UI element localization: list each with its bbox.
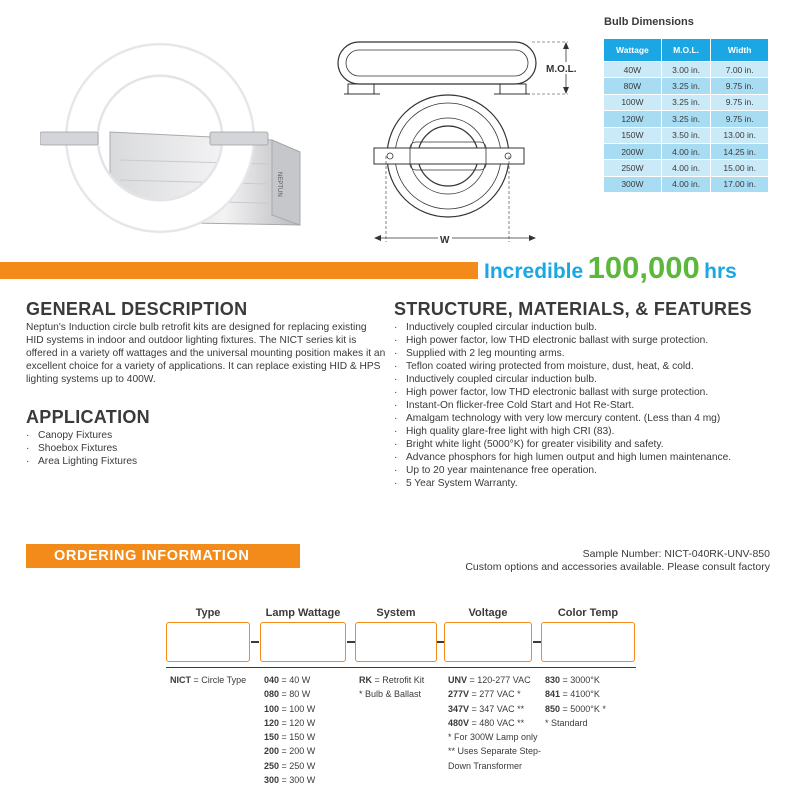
voltage-options [448,673,541,773]
cell-width: 9.75 in. [711,111,769,127]
ordering-information-title: ORDERING INFORMATION [26,544,300,568]
cell-width: 9.75 in. [711,94,769,110]
option-description: * Standard [545,717,588,728]
separator-dash [347,641,355,643]
application-list [26,429,137,468]
column-header-lamp-wattage: Lamp Wattage [265,607,341,619]
cell-mol: 3.25 in. [661,78,711,94]
cell-width: 15.00 in. [711,160,769,176]
tagline-unit: hrs [704,260,737,283]
option-description: = 300 W [279,775,316,786]
cell-wattage: 100W [604,94,662,110]
list-item: · High power factor, low THD electronic ballast with surge protection. [394,386,794,399]
table-row [604,127,769,143]
cell-wattage: 250W [604,160,662,176]
list-item: · Inductively coupled circular induction bulb. [394,321,794,334]
cell-wattage: 120W [604,111,662,127]
option-line [264,716,315,730]
type-options [170,673,246,687]
list-item: · High power factor, low THD electronic ballast with surge protection. [394,334,794,347]
option-description: = 347 VAC ** [469,703,525,714]
option-line [545,716,606,730]
option-line [264,744,315,758]
table-row [604,94,769,110]
features-list [394,321,794,490]
cell-mol: 3.25 in. [661,94,711,110]
option-code: 080 [264,689,280,700]
option-description: = 200 W [279,746,316,757]
option-code: 850 [545,703,561,714]
option-line [359,673,424,687]
tagline [484,250,737,286]
mol-dimension [532,42,578,94]
cell-mol: 4.00 in. [661,160,711,176]
option-line [448,673,541,687]
option-code: RK [359,675,372,685]
cell-width: 7.00 in. [711,62,769,78]
list-item: · Advance phosphors for high lumen output and high lumen maintenance. [394,451,794,464]
option-code: 250 [264,760,280,771]
cell-wattage: 150W [604,127,662,143]
bulb-dimensions-title: Bulb Dimensions [604,16,694,28]
option-description: * For 300W Lamp only [448,732,538,743]
option-description: = 5000°K * [560,703,606,714]
orange-divider-band [0,262,478,279]
list-item: · High quality glare-free light with high CRI (83). [394,425,794,438]
option-description: = 3000°K [560,675,600,685]
options-divider [166,667,636,668]
option-description: = 250 W [279,760,316,771]
option-line [359,687,424,701]
option-description: = 40 W [279,675,311,685]
option-line [264,702,315,716]
top-view-drawing [360,92,550,254]
list-item: · Canopy Fixtures [26,429,137,442]
list-item: · Teflon coated wiring protected from moisture, dust, heat, & cold. [394,360,794,373]
product-photo [40,40,310,250]
system-code-box[interactable] [355,622,437,662]
general-description-title: GENERAL DESCRIPTION [26,299,248,319]
column-header-color-temp: Color Temp [557,607,619,619]
separator-dash [533,641,541,643]
list-item: · Supplied with 2 leg mounting arms. [394,347,794,360]
option-description: = 120-277 VAC [467,675,531,685]
option-line [264,673,315,687]
cell-wattage: 40W [604,62,662,78]
option-line [264,759,315,773]
list-item: · Instant-On flicker-free Cold Start and Hot Re-Start. [394,399,794,412]
header-mol: M.O.L. [661,39,711,62]
tagline-word: Incredible [484,260,584,283]
lamp-wattage-code-box[interactable] [260,622,346,662]
lamp-wattage-options [264,673,315,787]
option-line [448,716,541,730]
option-code: 841 [545,689,561,700]
color-temp-code-box[interactable] [541,622,635,662]
option-code: 200 [264,746,280,757]
general-description-body: Neptun's Induction circle bulb retrofit kits are designed for replacing existing HID systems in indoor and outdoor lighting fixtures. The NICT series kit is offered in a variety off wattages and the universal mounting position makes it an excellent choice for a variety of applications. It can replace existing HID & HPS lighting systems up to 400W. [26,322,386,385]
column-header-voltage: Voltage [468,607,508,619]
top-view-ring [374,95,524,217]
option-code: 300 [264,775,280,786]
table-row [604,176,769,192]
option-description: * Bulb & Ballast [359,689,422,700]
column-header-system: System [376,607,416,619]
ballast-label: NEPTUN [276,172,282,197]
option-line [545,673,606,687]
list-item: · Bright white light (5000°K) for greater visibility and safety. [394,438,794,451]
custom-options-note: Custom options and accessories available. Please consult factory [465,561,770,573]
option-code: 100 [264,703,280,714]
bulb-dimensions-body [604,62,769,193]
table-row [604,78,769,94]
option-description: ** Uses Separate Step- [448,746,542,757]
cell-mol: 4.00 in. [661,176,711,192]
option-line [448,730,541,744]
voltage-code-box[interactable] [444,622,532,662]
color-temp-options [545,673,606,730]
option-code: 150 [264,732,280,743]
tagline-number: 100,000 [587,250,700,285]
cell-width: 14.25 in. [711,143,769,159]
option-line [545,702,606,716]
list-item: · Up to 20 year maintenance free operation. [394,464,794,477]
option-description: = Circle Type [191,675,247,685]
cell-width: 13.00 in. [711,127,769,143]
option-line [448,759,541,773]
cell-mol: 3.50 in. [661,127,711,143]
option-line [264,773,315,787]
option-code: NICT [170,675,191,685]
option-code: 277V [448,689,470,700]
mounting-clip-right [210,132,268,145]
header-wattage: Wattage [604,39,662,62]
option-code: 120 [264,717,280,728]
list-item: · Amalgam technology with very low mercury content. (Less than 4 mg) [394,412,794,425]
list-item: · 5 Year System Warranty. [394,477,794,490]
mol-label: M.O.L. [546,64,577,75]
side-view-tube [338,42,536,94]
option-line [448,744,541,758]
cell-width: 17.00 in. [711,176,769,192]
list-item: · Inductively coupled circular induction bulb. [394,373,794,386]
option-line [545,687,606,701]
bulb-dimensions-table [603,38,769,193]
option-code: 347V [448,703,470,714]
width-dimension [374,156,536,246]
table-header-row [604,39,769,62]
option-description: = 150 W [279,732,316,743]
table-row [604,62,769,78]
separator-dash [251,641,259,643]
header-width: Width [711,39,769,62]
option-description: = 480 VAC ** [469,717,525,728]
option-code: UNV [448,675,468,685]
features-title: STRUCTURE, MATERIALS, & FEATURES [394,299,752,319]
option-description: = 100 W [279,703,316,714]
option-description: = 277 VAC * [469,689,521,700]
option-description: = 4100°K [560,689,600,700]
option-code: 040 [264,675,280,685]
cell-wattage: 300W [604,176,662,192]
application-title: APPLICATION [26,407,150,427]
option-line [448,702,541,716]
option-line [170,673,246,687]
option-description: = Retrofit Kit [372,675,425,685]
option-line [264,687,315,701]
option-code: 480V [448,717,470,728]
list-item: · Shoebox Fixtures [26,442,137,455]
cell-wattage: 80W [604,78,662,94]
option-code: 830 [545,675,561,685]
column-header-type: Type [195,607,221,619]
cell-mol: 3.25 in. [661,111,711,127]
mounting-clip-left [40,132,98,145]
table-row [604,143,769,159]
type-code-box[interactable] [166,622,250,662]
table-row [604,111,769,127]
table-row [604,160,769,176]
width-label: W [440,235,450,246]
option-description: = 120 W [279,717,316,728]
option-description: = 80 W [279,689,311,700]
sample-number: Sample Number: NICT-040RK-UNV-850 [582,548,770,560]
system-options [359,673,424,702]
option-line [264,730,315,744]
cell-wattage: 200W [604,143,662,159]
option-description: Down Transformer [448,760,523,771]
option-line [448,687,541,701]
list-item: · Area Lighting Fixtures [26,455,137,468]
cell-mol: 4.00 in. [661,143,711,159]
cell-width: 9.75 in. [711,78,769,94]
cell-mol: 3.00 in. [661,62,711,78]
